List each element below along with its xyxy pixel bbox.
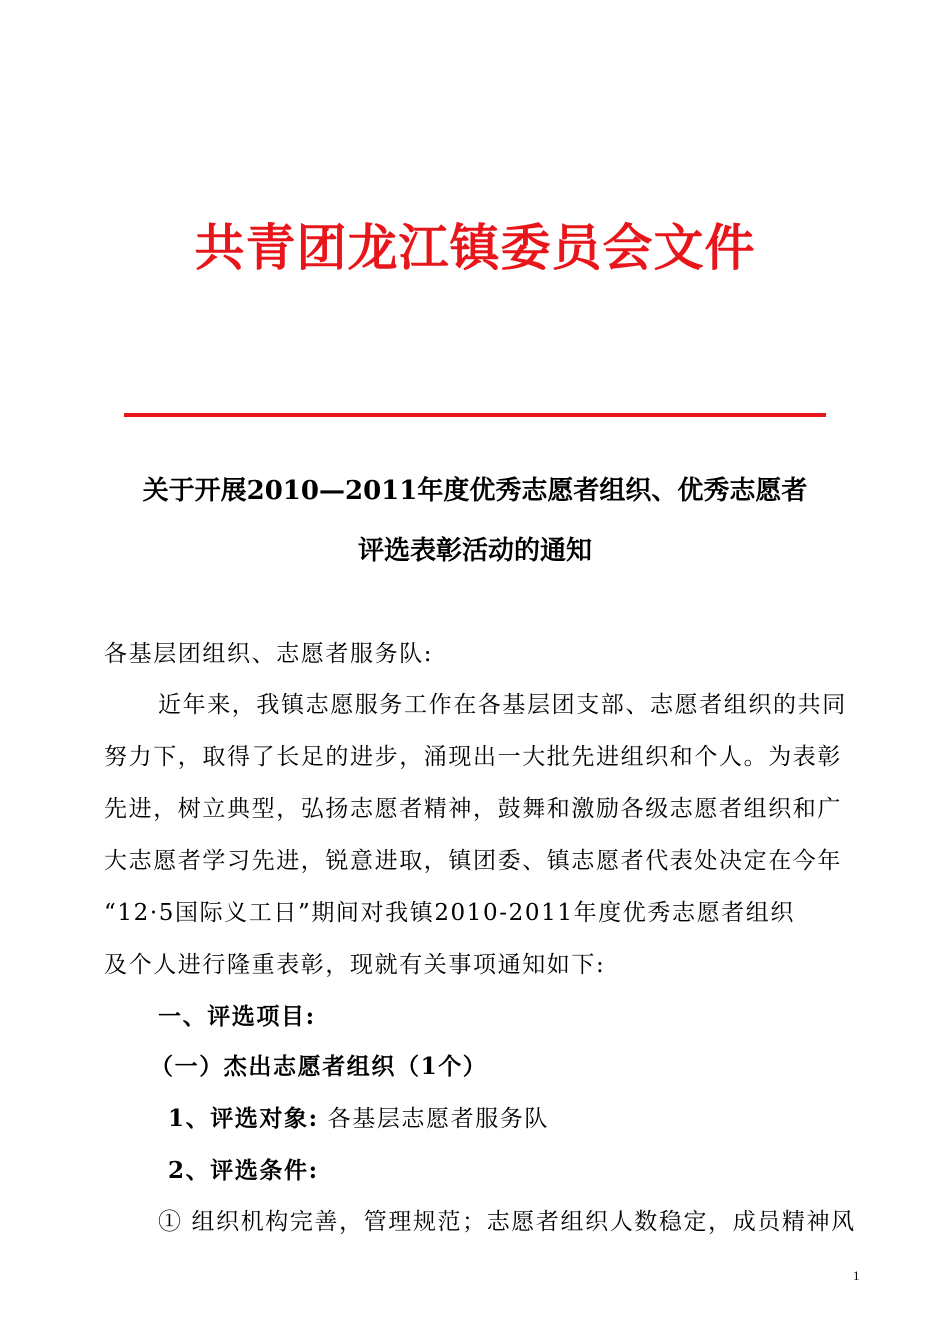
body-line-6: 及个人进行隆重表彰，现就有关事项通知如下:	[104, 952, 606, 978]
condition-1: ① 组织机构完善，管理规范；志愿者组织人数稳定，成员精神风	[158, 1209, 856, 1235]
body-line-3: 先进，树立典型，弘扬志愿者精神，鼓舞和激励各级志愿者组织和广	[104, 796, 842, 822]
notice-title-line-2: 评选表彰活动的通知	[357, 536, 592, 566]
item-1-value: 各基层志愿者服务队	[327, 1106, 550, 1132]
section-heading-1: 一、评选项目:	[158, 1003, 316, 1030]
body-line-5: “12·5国际义工日”期间对我镇2010-2011年度优秀志愿者组织	[104, 900, 795, 926]
page-number: 1	[853, 1268, 860, 1283]
body-line-4: 大志愿者学习先进，锐意进取，镇团委、镇志愿者代表处决定在今年	[104, 848, 842, 874]
header-red-rule	[124, 413, 826, 417]
notice-title-line-1: 关于开展2010—2011年度优秀志愿者组织、优秀志愿者	[142, 476, 808, 506]
document-header-title: 共青团龙江镇委员会文件	[194, 218, 756, 277]
body-line-2: 努力下，取得了长足的进步，涌现出一大批先进组织和个人。为表彰	[104, 744, 842, 770]
salutation: 各基层团组织、志愿者服务队:	[104, 641, 434, 667]
item-1	[168, 1100, 928, 1133]
subsection-heading-1: （一）杰出志愿者组织（1个）	[150, 1053, 488, 1080]
item-2-label: 2、评选条件:	[168, 1157, 319, 1184]
item-1-label: 1、评选对象:	[168, 1105, 319, 1132]
body-line-1: 近年来，我镇志愿服务工作在各基层团支部、志愿者组织的共同	[158, 692, 847, 718]
